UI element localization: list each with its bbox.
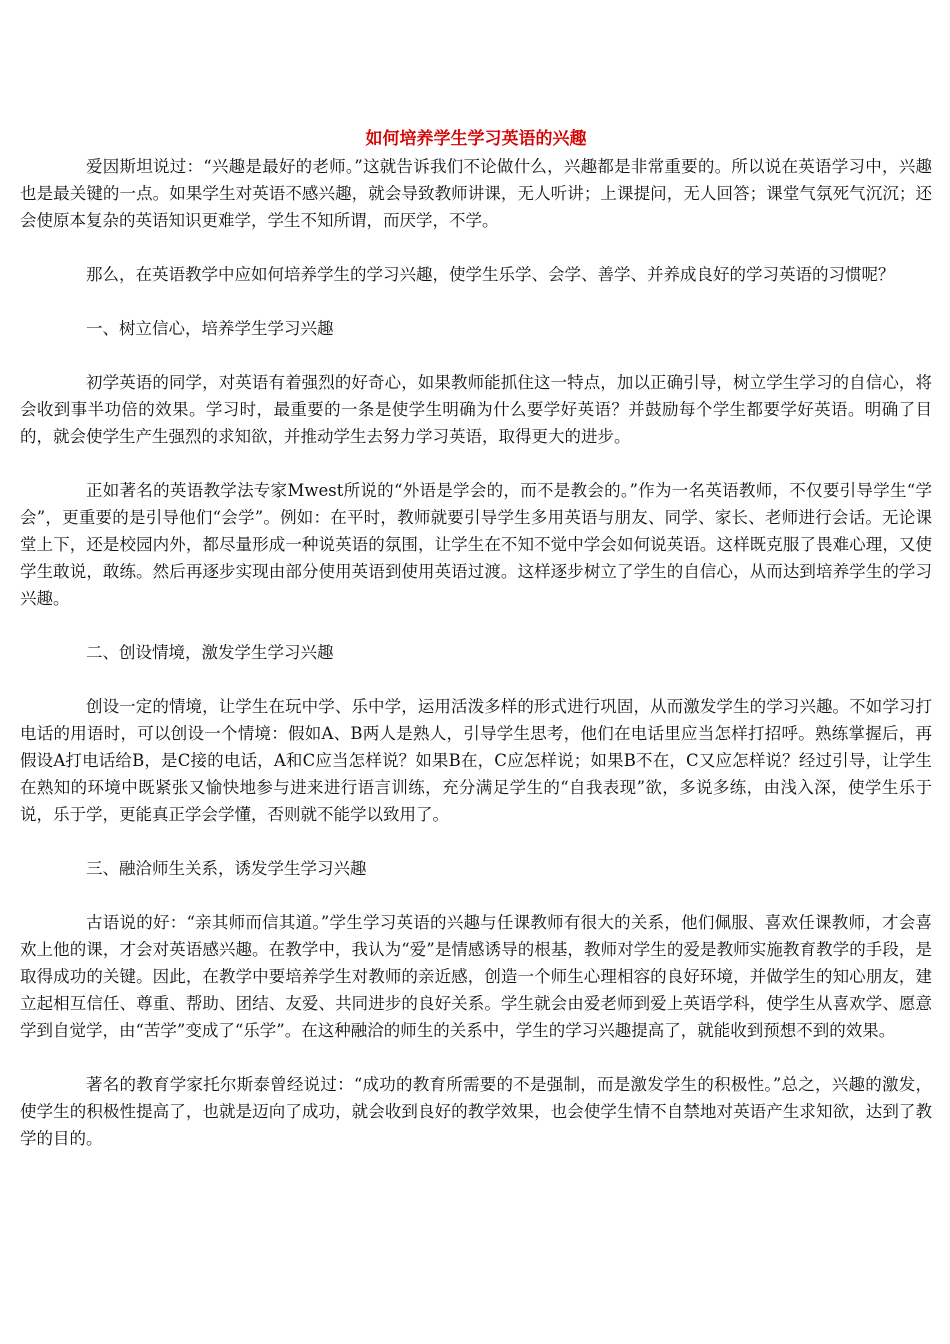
- section-2-paragraph-1: 创设一定的情境，让学生在玩中学、乐中学，运用活泼多样的形式进行巩固，从而激发学生的学习兴趣。不如学习打电话的用语时，可以创设一个情境：假如A、B两人是熟人，引导学生思考，他们在电话里应当怎样打招呼。熟练掌握后，再假设A打电话给B，是C接的电话，A和C应当怎样说？如果B在，C应怎样说；如果B不在，C又应怎样说？经过引导，让学生在熟知的环境中既紧张又愉快地参与进来进行语言训练，充分满足学生的“自我表现”欲，多说多练，由浅入深，使学生乐于说，乐于学，更能真正学会学懂，否则就不能学以致用了。: [20, 697, 932, 824]
- paragraph-spacer: [20, 234, 932, 261]
- paragraph-spacer: [20, 666, 932, 693]
- section-1-heading: 一、树立信心，培养学生学习兴趣: [86, 319, 334, 338]
- paragraph-spacer: [20, 450, 932, 477]
- paragraph-spacer: [20, 828, 932, 855]
- paragraph-spacer: [20, 612, 932, 639]
- section-1-paragraph-1: 初学英语的同学，对英语有着强烈的好奇心，如果教师能抓住这一特点，加以正确引导，树立学生学习的自信心，将会收到事半功倍的效果。学习时，最重要的一条是使学生明确为什么要学好英语？并鼓励每个学生都要学好英语。明确了目的，就会使学生产生强烈的求知欲，并推动学生去努力学习英语，取得更大的进步。: [20, 373, 932, 446]
- section-3-paragraph-1: 古语说的好：“亲其师而信其道。”学生学习英语的兴趣与任课教师有很大的关系，他们佩服、喜欢任课教师，才会喜欢上他的课，才会对英语感兴趣。在教学中，我认为“爱”是情感诱导的根基，教师对学生的爱是教师实施教育教学的手段，是取得成功的关键。因此，在教学中要培养学生对教师的亲近感，创造一个师生心理相容的良好环境，并做学生的知心朋友，建立起相互信任、尊重、帮助、团结、友爱、共同进步的良好关系。学生就会由爱老师到爱上英语学科，使学生从喜欢学、愿意学到自觉学，由“苦学”变成了“乐学”。在这种融洽的师生的关系中，学生的学习兴趣提高了，就能收到预想不到的效果。: [20, 913, 932, 1040]
- paragraph-spacer: [20, 288, 932, 315]
- section-3-heading: 三、融洽师生关系，诱发学生学习兴趣: [86, 859, 367, 878]
- section-1-paragraph-2: 正如著名的英语教学法专家Mwest所说的“外语是学会的，而不是教会的。”作为一名英语教师，不仅要引导学生“学会”，更重要的是引导他们“会学”。例如：在平时，教师就要引导学生多用英语与朋友、同学、家长、老师进行会话。无论课堂上下，还是校园内外，都尽量形成一种说英语的氛围，让学生在不知不觉中学会如何说英语。这样既克服了畏难心理，又使学生敢说，敢练。然后再逐步实现由部分使用英语到使用英语过渡。这样逐步树立了学生的自信心，从而达到培养学生的学习兴趣。: [20, 481, 932, 608]
- intro-paragraph: 爱因斯坦说过：“兴趣是最好的老师。”这就告诉我们不论做什么，兴趣都是非常重要的。所以说在英语学习中，兴趣也是最关键的一点。如果学生对英语不感兴趣，就会导致教师讲课，无人听讲；上课提问，无人回答；课堂气氛死气沉沉；还会使原本复杂的英语知识更难学，学生不知所谓，而厌学，不学。: [20, 157, 932, 230]
- conclusion-paragraph: 著名的教育学家托尔斯泰曾经说过：“成功的教育所需要的不是强制，而是激发学生的积极性。”总之，兴趣的激发，使学生的积极性提高了，也就是迈向了成功，就会收到良好的教学效果，也会使学生情不自禁地对英语产生求知欲，达到了教学的目的。: [20, 1075, 932, 1148]
- question-paragraph: 那么，在英语教学中应如何培养学生的学习兴趣，使学生乐学、会学、善学、并养成良好的学习英语的习惯呢？: [86, 265, 895, 284]
- paragraph-spacer: [20, 342, 932, 369]
- document-title: 如何培养学生学习英语的兴趣: [365, 129, 587, 149]
- paragraph-spacer: [20, 1044, 932, 1071]
- section-2-heading: 二、创设情境，激发学生学习兴趣: [86, 643, 334, 662]
- paragraph-spacer: [20, 882, 932, 909]
- document-page: [20, 126, 932, 1152]
